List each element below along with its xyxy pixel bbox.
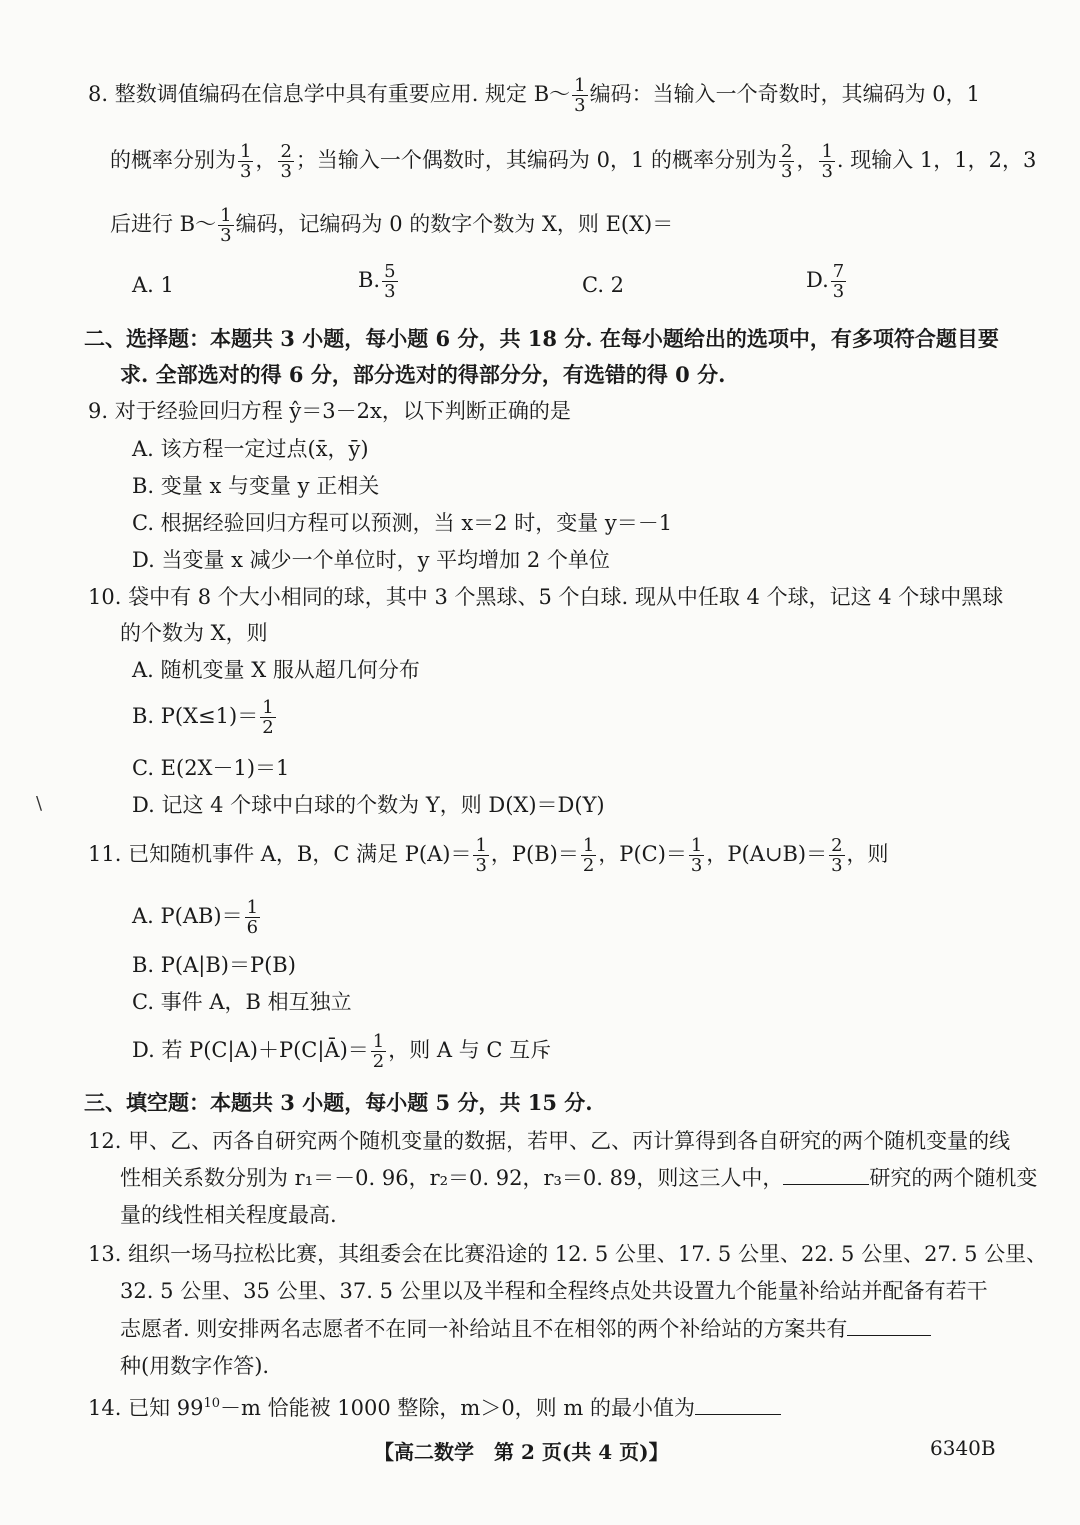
stray-mark: \ [36, 793, 43, 814]
q10-option-b: B. P(X≤1)＝ $\frac{1}{2}$ [132, 697, 274, 738]
q10-stem-2: 的个数为 X，则 [120, 621, 268, 645]
q8-option-b: B. $\frac{5}{3}$ [358, 261, 396, 302]
section-2-heading-cont: 求. 全部选对的得 6 分，部分选对的得部分分，有选错的得 0 分. [120, 362, 726, 387]
q8-option-a: A. 1 [132, 273, 174, 297]
answer-blank[interactable] [783, 1164, 869, 1185]
q11-option-d: D. 若 P(C|A)＋P(C|Ā)＝ $\frac{1}{2}$ ，则 A 与 C 互斥 [132, 1031, 552, 1072]
q9-option-d: D. 当变量 x 减少一个单位时，y 平均增加 2 个单位 [132, 548, 610, 572]
q10-option-a: A. 随机变量 X 服从超几何分布 [132, 658, 420, 682]
q11-option-c: C. 事件 A，B 相互独立 [132, 990, 352, 1014]
q10-option-d: D. 记这 4 个球中白球的个数为 Y，则 D(X)＝D(Y) [132, 793, 605, 817]
section-2-heading: 二、选择题：本题共 3 小题，每小题 6 分，共 18 分. 在每小题给出的选项中，有多项符合题目要 [84, 326, 999, 351]
q13-line-1: 13. 组织一场马拉松比赛，其组委会在比赛沿途的 12. 5 公里、17. 5 公里、22. 5 公里、27. 5 公里、 [88, 1242, 1048, 1266]
q10-stem-1: 10. 袋中有 8 个大小相同的球，其中 3 个黑球、5 个白球. 现从中任取 4 个球，记这 4 个球中黑球 [88, 585, 1004, 609]
fraction: $\frac{1}{3}$ [220, 205, 232, 246]
q9-option-c: C. 根据经验回归方程可以预测，当 x＝2 时，变量 y＝－1 [132, 511, 673, 535]
q10-option-c: C. E(2X－1)＝1 [132, 756, 290, 780]
answer-blank[interactable] [847, 1315, 931, 1336]
q8-line-3: 后进行 B～ $\frac{1}{3}$ 编码，记编码为 0 的数字个数为 X，则 E(X)＝ [110, 205, 674, 246]
q11-option-a: A. P(AB)＝ $\frac{1}{6}$ [132, 897, 259, 938]
answer-blank[interactable] [695, 1394, 781, 1415]
q9-stem: 9. 对于经验回归方程 ŷ＝3－2x，以下判断正确的是 [88, 399, 571, 423]
exam-code: 6340B [930, 1436, 996, 1460]
q13-line-3: 志愿者. 则安排两名志愿者不在同一补给站且不在相邻的两个补给站的方案共有 [120, 1314, 931, 1344]
q8-option-c: C. 2 [582, 273, 625, 297]
q12-line-3: 量的线性相关程度最高. [120, 1203, 337, 1227]
section-3-heading: 三、填空题：本题共 3 小题，每小题 5 分，共 15 分. [84, 1090, 593, 1115]
q9-option-b: B. 变量 x 与变量 y 正相关 [132, 474, 380, 498]
page-footer: 【高二数学 第 2 页(共 4 页)】 [374, 1440, 669, 1464]
q13-line-4: 种(用数字作答). [120, 1354, 270, 1378]
q8-line-2: 的概率分别为 $\frac{1}{3}$ ， $\frac{2}{3}$ ；当输入一个偶数时，其编码为 0，1 的概率分别为 $\frac{2}{3}$ ， $\frac{1}{3}$ . 现输入 1，1，2，3 [110, 141, 1037, 182]
q13-line-2: 32. 5 公里、35 公里、37. 5 公里以及半程和全程终点处共设置九个能量补给站并配备有若干 [120, 1279, 988, 1303]
q14-stem: 14. 已知 $99^{10}-m$ 恰能被 1000 整除，m＞0，则 m 的最小值为 [88, 1389, 781, 1423]
fraction: $\frac{2}{3}$ [780, 141, 793, 182]
fraction: $\frac{2}{3}$ [280, 141, 292, 182]
fraction: $\frac{1}{3}$ [240, 141, 252, 182]
q11-stem: 11. 已知随机事件 A，B，C 满足 P(A)＝ $\frac{1}{3}$ ，P(B)＝ $\frac{1}{2}$ ，P(C)＝ $\frac{1}{3}$ ，P(A∪B)＝ $\frac{2}{3}$ ，则 [88, 835, 889, 876]
q9-option-a: A. 该方程一定过点(x̄，ȳ) [132, 437, 369, 461]
q12-line-1: 12. 甲、乙、丙各自研究两个随机变量的数据，若甲、乙、丙计算得到各自研究的两个随机变量的线 [88, 1129, 1011, 1153]
fraction: $\frac{1}{3}$ [574, 75, 586, 116]
fraction: $\frac{1}{3}$ [821, 141, 833, 182]
q8-line-1: 8. 整数调值编码在信息学中具有重要应用. 规定 B～ $\frac{1}{3}$ 编码：当输入一个奇数时，其编码为 0，1 [88, 75, 981, 116]
q11-option-b: B. P(A|B)＝P(B) [132, 953, 296, 977]
q12-line-2: 性相关系数分别为 r₁＝－0. 96，r₂＝0. 92，r₃＝0. 89，则这三人中， 研究的两个随机变 [120, 1166, 1038, 1190]
q8-option-d: D. $\frac{7}{3}$ [806, 261, 845, 302]
